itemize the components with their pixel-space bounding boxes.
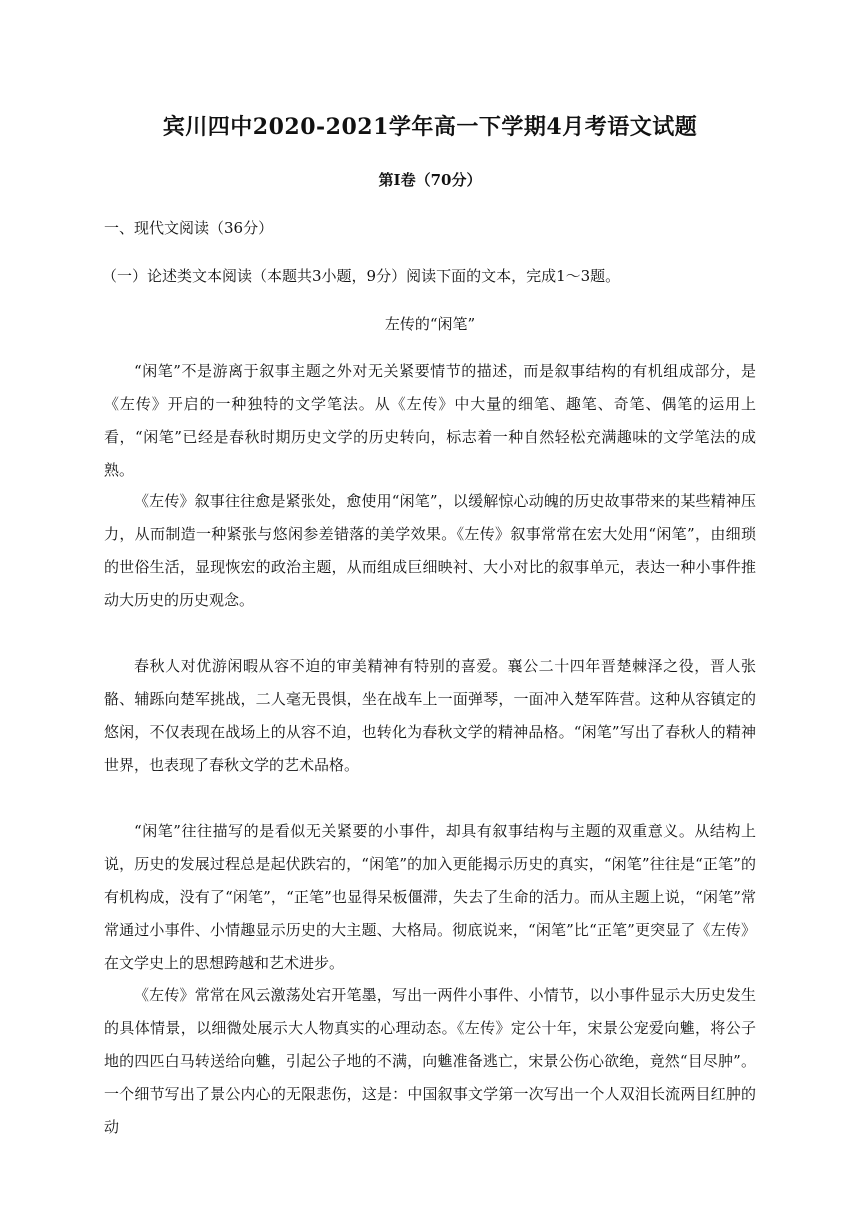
- section-heading: 一、现代文阅读（36分）: [104, 219, 274, 237]
- paragraph-3: 春秋人对优游闲暇从容不迫的审美精神有特别的喜爱。襄公二十四年晋楚棘泽之役，晋人张骼、辅跞向楚军挑战，二人毫无畏惧，坐在战车上一面弹琴，一面冲入楚军阵营。这种从容镇定的悠闲，不仅表现在战场上的从容不迫，也转化为春秋文学的精神品格。“闲笔”写出了春秋人的精神世界，也表现了春秋文学的艺术品格。: [104, 657, 756, 774]
- part-label: 第Ⅰ卷（70分）: [378, 171, 482, 189]
- paragraph-5: 《左传》常常在风云激荡处宕开笔墨，写出一两件小事件、小情节，以小事件显示大历史发生的具体情景，以细微处展示大人物真实的心理动态。《左传》定公十年，宋景公宠爱向魋，将公子地的四匹白马转送给向魋，引起公子地的不满，向魋准备逃亡，宋景公伤心欲绝，竟然“目尽肿”。一个细节写出了景公内心的无限悲伤，这是：中国叙事文学第一次写出一个人双泪长流两目红肿的动: [104, 986, 756, 1136]
- paragraph-2: 《左传》叙事往往愈是紧张处，愈使用“闲笔”，以缓解惊心动魄的历史故事带来的某些精神压力，从而制造一种紧张与悠闲参差错落的美学效果。《左传》叙事常常在宏大处用“闲笔”，由细琐的世俗生活，显现恢宏的政治主题，从而组成巨细映衬、大小对比的叙事单元，表达一种小事件推动大历史的历史观念。: [104, 492, 756, 609]
- article-title: 左传的“闲笔”: [384, 315, 476, 333]
- subsection-heading: （一）论述类文本阅读（本题共3小题，9分）阅读下面的文本，完成1～3题。: [102, 267, 621, 285]
- paragraph-1: “闲笔”不是游离于叙事主题之外对无关紧要情节的描述，而是叙事结构的有机组成部分，是《左传》开启的一种独特的文学笔法。从《左传》中大量的细笔、趣笔、奇笔、偶笔的运用上看，“闲笔”已经是春秋时期历史文学的历史转向，标志着一种自然轻松充满趣味的文学笔法的成熟。: [104, 362, 756, 479]
- paragraph-4: “闲笔”往往描写的是看似无关紧要的小事件，却具有叙事结构与主题的双重意义。从结构上说，历史的发展过程总是起伏跌宕的，“闲笔”的加入更能揭示历史的真实，“闲笔”往往是“正笔”的有机构成，没有了“闲笔”，“正笔”也显得呆板僵滞，失去了生命的活力。而从主题上说，“闲笔”常常通过小事件、小情趣显示历史的大主题、大格局。彻底说来，“闲笔”比“正笔”更突显了《左传》在文学史上的思想跨越和艺术进步。: [104, 822, 756, 972]
- exam-title: 宾川四中2020-2021学年高一下学期4月考语文试题: [162, 114, 698, 140]
